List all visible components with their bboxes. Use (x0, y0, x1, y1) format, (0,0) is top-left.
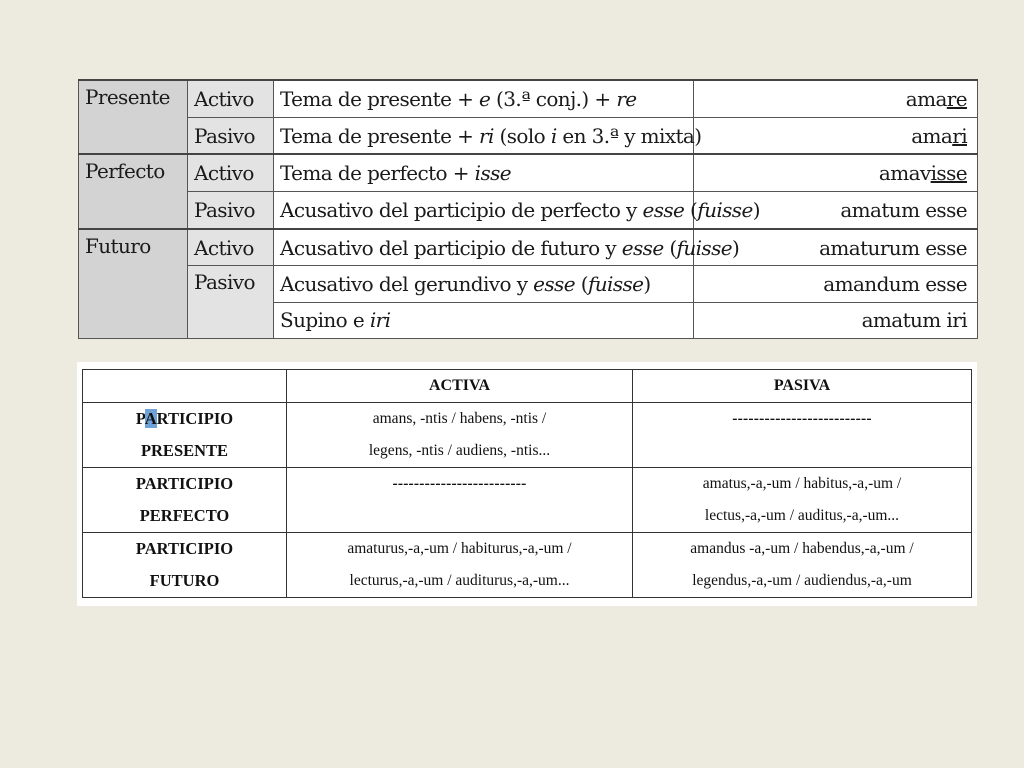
description-cell (274, 80, 694, 117)
italic-text: esse (642, 197, 685, 222)
dash-placeholder: ------------------------- (392, 475, 527, 492)
underlined-ending: isse (930, 161, 967, 186)
activa-cell (287, 533, 633, 598)
underlined-ending: re (946, 86, 967, 111)
cell-line: lecturus,-a,-um / auditurus,-a,-um... (349, 572, 570, 589)
cell-line: legens, -ntis / audiens, -ntis... (368, 442, 551, 459)
text-cursor-highlight: PARTICIPIO (135, 409, 234, 428)
pasiva-cell (633, 468, 972, 533)
text-run: ama (905, 86, 947, 111)
underlined-ending: ri (952, 123, 967, 148)
italic-text: ri (479, 123, 494, 148)
text-run: (3.ª conj.) + (490, 86, 617, 111)
example-form-cell (694, 80, 978, 117)
cell-line: lectus,-a,-um / auditus,-a,-um... (704, 507, 900, 524)
text-run: amatum iri (861, 308, 967, 333)
participle-table-panel (77, 362, 977, 606)
row-label-presente (83, 403, 287, 468)
pasiva-cell (633, 533, 972, 598)
row-label-line: FUTURO (149, 571, 220, 590)
row-label-line: PARTICIPIO (135, 474, 234, 493)
text-run: Acusativo del gerundivo y (280, 272, 534, 296)
italic-text: fuisse (697, 197, 753, 222)
text-run: amatum esse (840, 197, 967, 222)
example-form-cell (694, 117, 978, 154)
column-header-activa: ACTIVA (287, 370, 633, 403)
italic-text: isse (474, 161, 512, 186)
table-row (79, 266, 978, 302)
header-row (83, 370, 972, 403)
description-cell (274, 154, 694, 191)
row-label-line: PARTICIPIO (135, 539, 234, 558)
text-run: amandum esse (823, 272, 967, 296)
table-row (79, 192, 978, 229)
row-label-perfecto (83, 468, 287, 533)
text-run: ( (684, 197, 698, 222)
dash-placeholder: -------------------------- (732, 410, 872, 427)
example-form-cell (694, 266, 978, 302)
table-row (79, 80, 978, 117)
example-form-cell (694, 302, 978, 338)
description-cell (274, 229, 740, 266)
cell-line: amans, -ntis / habens, -ntis / (372, 410, 547, 427)
italic-text: fuisse (676, 235, 732, 260)
tense-futuro: Futuro (79, 229, 188, 339)
cell-line: amatus,-a,-um / habitus,-a,-um / (702, 475, 902, 492)
text-run: ) (752, 197, 760, 222)
table-row (79, 117, 978, 154)
text-run: ( (574, 272, 588, 296)
text-run: Acusativo del participio de futuro y (280, 235, 622, 260)
infinitive-table (78, 79, 978, 339)
italic-text: esse (621, 235, 664, 260)
italic-text: iri (369, 308, 391, 333)
text-run: Supino e (280, 308, 370, 333)
italic-text: i (550, 123, 557, 148)
text-run: Acusativo del participio de perfecto y (280, 197, 643, 222)
cell-line: legendus,-a,-um / audiendus,-a,-um (692, 572, 912, 589)
italic-text: e (479, 86, 491, 111)
text-run: ) (643, 272, 651, 296)
cell-line: amandus -a,-um / habendus,-a,-um / (690, 540, 914, 557)
row-label-line: PRESENTE (140, 441, 229, 460)
voice-cell: Activo (188, 229, 274, 266)
row-label-line (87, 403, 282, 435)
table-row (83, 533, 972, 598)
table-row (79, 154, 978, 191)
voice-cell: Activo (188, 80, 274, 117)
text-run: Tema de perfecto + (280, 161, 475, 186)
text-run: amav (878, 161, 931, 186)
voice-cell: Pasivo (188, 117, 274, 154)
text-run: Tema de presente + (280, 86, 479, 111)
text-run: ) (732, 235, 740, 260)
italic-text: fuisse (587, 272, 644, 296)
column-header-pasiva: PASIVA (633, 370, 972, 403)
participle-table (82, 369, 972, 598)
italic-text: esse (533, 272, 575, 296)
pasiva-cell (633, 403, 972, 468)
text-run: (solo (493, 123, 551, 148)
example-form-cell (694, 154, 978, 191)
text-run: amaturum esse (819, 235, 967, 260)
text-run: ama (911, 123, 953, 148)
tense-perfecto: Perfecto (79, 154, 188, 228)
cell-line: amaturus,-a,-um / habiturus,-a,-um / (347, 540, 572, 557)
activa-cell (287, 403, 633, 468)
voice-cell: Pasivo (188, 266, 274, 339)
tense-presente: Presente (79, 80, 188, 154)
description-cell (274, 266, 694, 302)
row-label-line: PERFECTO (139, 506, 230, 525)
voice-cell: Pasivo (188, 192, 274, 229)
italic-text: re (616, 86, 637, 111)
description-cell (274, 302, 694, 338)
description-cell (274, 117, 702, 154)
text-run: en 3.ª y mixta) (556, 123, 702, 148)
description-cell (274, 192, 760, 229)
text-run: Tema de presente + (280, 123, 479, 148)
row-label-futuro (83, 533, 287, 598)
voice-cell: Activo (188, 154, 274, 191)
table-row (83, 468, 972, 533)
column-header-empty (83, 370, 287, 403)
text-run: ( (663, 235, 677, 260)
activa-cell (287, 468, 633, 533)
table-row (79, 229, 978, 266)
table-row (83, 403, 972, 468)
